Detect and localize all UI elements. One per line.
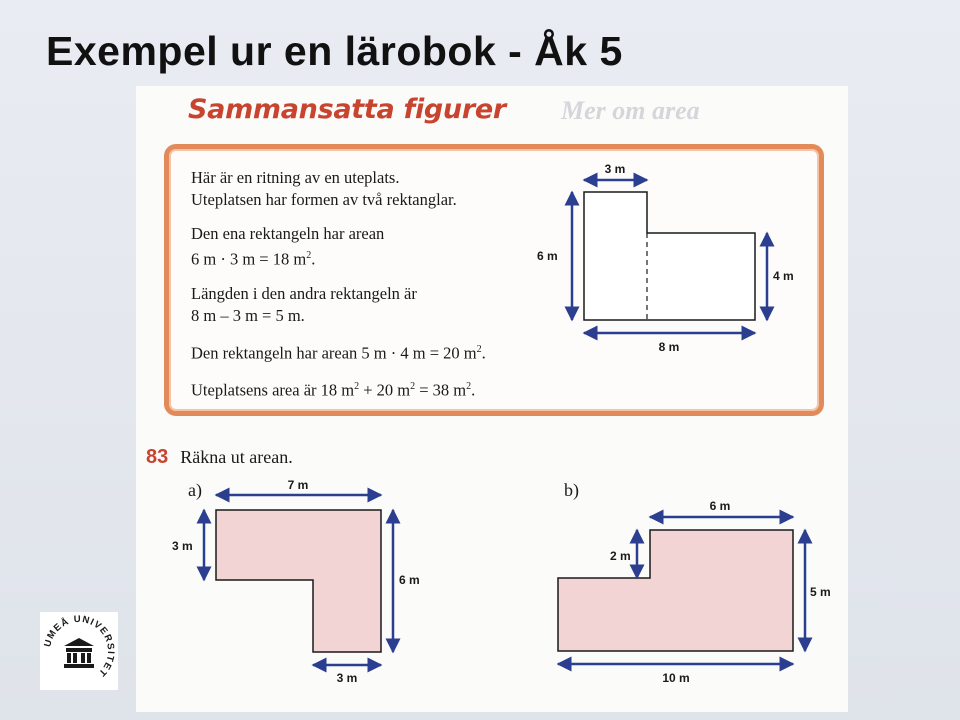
figure-b: [536, 494, 841, 694]
part-b-label: b): [564, 480, 579, 500]
dim-a-right: 6 m: [399, 573, 420, 587]
part-a-label: a): [188, 480, 202, 500]
example-line: Den ena rektangeln har arean: [191, 224, 385, 243]
example-text: [191, 167, 486, 402]
dim-a-bottom: 3 m: [336, 671, 358, 685]
dim-a-top: 7 m: [287, 478, 309, 492]
dim-right: 4 m: [773, 269, 794, 283]
dim-b-top: 6 m: [709, 499, 731, 513]
example-line: Här är en ritning av en uteplats.: [191, 168, 400, 187]
bleed-through-title: Mer om area: [561, 96, 700, 125]
example-box: [164, 144, 824, 416]
example-line: Den rektangeln har arean 5 m · 4 m = 20 $m^2$.: [191, 343, 486, 362]
dim-top: 3 m: [604, 162, 626, 176]
figure-a: [172, 478, 436, 690]
example-line: 8 m – 3 m = 5 m.: [191, 305, 305, 325]
section-title: Sammansatta figurer: [188, 94, 506, 125]
shape-a: [216, 510, 381, 652]
dim-b-bottom: 10 m: [662, 671, 690, 685]
patio-figure: [529, 157, 809, 357]
logo-text: UMEÅ UNIVERSITET: [42, 613, 117, 679]
dim-bottom: 8 m: [658, 340, 680, 354]
example-line: Längden i den andra rektangeln är: [191, 283, 417, 303]
dim-left: 6 m: [537, 249, 558, 263]
exercise-instruction: Räkna ut arean.: [180, 447, 293, 467]
example-line: Uteplatsens area är 18 $m^2 + 20$ $m^2 = 38$ $m^2$.: [191, 380, 476, 400]
slide-title: Exempel ur en lärobok - Åk 5: [46, 28, 623, 74]
example-line: Uteplatsen har formen av två rektanglar.: [191, 190, 457, 209]
exercise-header: [146, 446, 293, 469]
dim-b-right: 5 m: [810, 585, 831, 599]
patio-outline: [584, 192, 755, 320]
dim-b-left: 2 m: [610, 549, 631, 563]
dim-a-left: 3 m: [172, 539, 193, 553]
example-line: 6 m · 3 m = 18 $m^2$.: [191, 249, 316, 269]
umea-university-seal-icon: [40, 612, 118, 690]
shape-b: [558, 530, 793, 651]
exercise-number: 83: [146, 446, 169, 468]
textbook-page: [136, 86, 848, 712]
